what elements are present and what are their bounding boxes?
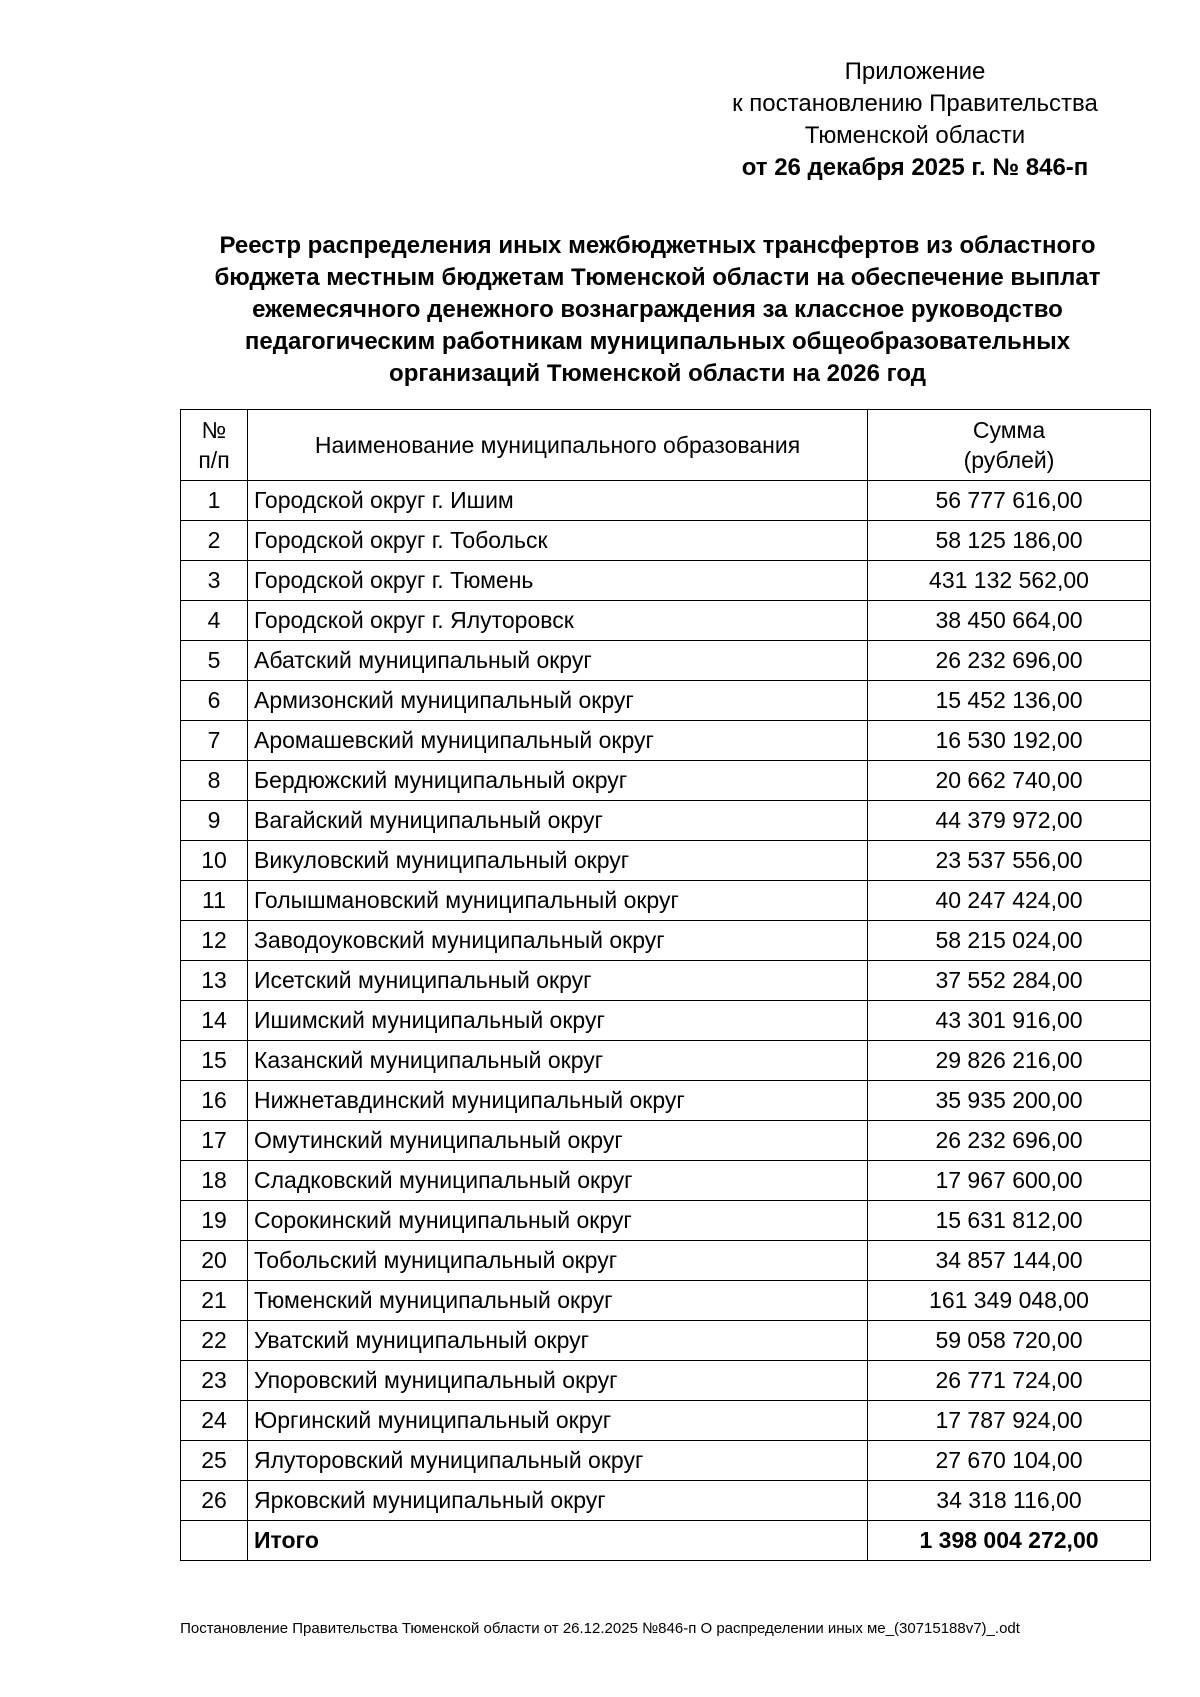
title-line-2: бюджета местным бюджетам Тюменской области на обеспечение выплат bbox=[214, 264, 1101, 291]
total-row bbox=[181, 1521, 1151, 1561]
table-row bbox=[181, 1081, 1151, 1121]
title-line-5: организаций Тюменской области на 2026 год bbox=[389, 360, 926, 387]
total-sum: 1 398 004 272,00 bbox=[868, 1521, 1151, 1561]
header-name: Наименование муниципального образования bbox=[248, 410, 868, 481]
row-name: Аромашевский муниципальный округ bbox=[248, 721, 868, 761]
appendix-block bbox=[710, 56, 1120, 184]
row-name: Омутинский муниципальный округ bbox=[248, 1121, 868, 1161]
row-name: Городской округ г. Тюмень bbox=[248, 561, 868, 601]
row-num: 10 bbox=[181, 841, 248, 881]
table-row bbox=[181, 1241, 1151, 1281]
row-num: 24 bbox=[181, 1401, 248, 1441]
table-row bbox=[181, 1401, 1151, 1441]
title-line-1: Реестр распределения иных межбюджетных трансфертов из областного bbox=[219, 232, 1096, 259]
row-num: 18 bbox=[181, 1161, 248, 1201]
row-num: 7 bbox=[181, 721, 248, 761]
row-sum: 43 301 916,00 bbox=[868, 1001, 1151, 1041]
row-name: Ярковский муниципальный округ bbox=[248, 1481, 868, 1521]
header-num bbox=[181, 410, 248, 481]
row-sum: 37 552 284,00 bbox=[868, 961, 1151, 1001]
row-num: 19 bbox=[181, 1201, 248, 1241]
header-sum bbox=[868, 410, 1151, 481]
row-sum: 431 132 562,00 bbox=[868, 561, 1151, 601]
table-row bbox=[181, 1161, 1151, 1201]
table-row bbox=[181, 641, 1151, 681]
row-num: 25 bbox=[181, 1441, 248, 1481]
row-sum: 58 125 186,00 bbox=[868, 521, 1151, 561]
row-name: Упоровский муниципальный округ bbox=[248, 1361, 868, 1401]
row-name: Городской округ г. Тобольск bbox=[248, 521, 868, 561]
row-sum: 29 826 216,00 bbox=[868, 1041, 1151, 1081]
row-sum: 44 379 972,00 bbox=[868, 801, 1151, 841]
row-num: 15 bbox=[181, 1041, 248, 1081]
table-row bbox=[181, 561, 1151, 601]
appendix-line-1: Приложение bbox=[844, 58, 986, 85]
header-num-line-1: № bbox=[201, 417, 227, 443]
row-name: Тобольский муниципальный округ bbox=[248, 1241, 868, 1281]
total-label: Итого bbox=[248, 1521, 868, 1561]
table-row bbox=[181, 1481, 1151, 1521]
row-name: Голышмановский муниципальный округ bbox=[248, 881, 868, 921]
row-sum: 26 232 696,00 bbox=[868, 1121, 1151, 1161]
table-row bbox=[181, 521, 1151, 561]
row-num: 23 bbox=[181, 1361, 248, 1401]
row-name: Ялуторовский муниципальный округ bbox=[248, 1441, 868, 1481]
document-title bbox=[170, 230, 1145, 390]
row-sum: 40 247 424,00 bbox=[868, 881, 1151, 921]
row-num: 26 bbox=[181, 1481, 248, 1521]
row-num: 12 bbox=[181, 921, 248, 961]
row-num: 5 bbox=[181, 641, 248, 681]
row-name: Вагайский муниципальный округ bbox=[248, 801, 868, 841]
row-num: 3 bbox=[181, 561, 248, 601]
row-num: 17 bbox=[181, 1121, 248, 1161]
appendix-date: от 26 декабря 2025 г. № 846-п bbox=[741, 154, 1089, 181]
table-row bbox=[181, 801, 1151, 841]
table-row bbox=[181, 601, 1151, 641]
registry-table bbox=[180, 409, 1151, 1561]
row-sum: 35 935 200,00 bbox=[868, 1081, 1151, 1121]
table-row bbox=[181, 881, 1151, 921]
row-sum: 15 452 136,00 bbox=[868, 681, 1151, 721]
row-name: Юргинский муниципальный округ bbox=[248, 1401, 868, 1441]
row-num: 2 bbox=[181, 521, 248, 561]
appendix-line-2: к постановлению Правительства bbox=[732, 90, 1098, 117]
table-row bbox=[181, 721, 1151, 761]
row-sum: 17 967 600,00 bbox=[868, 1161, 1151, 1201]
row-num: 11 bbox=[181, 881, 248, 921]
appendix-line-3: Тюменской области bbox=[804, 122, 1026, 149]
row-num: 16 bbox=[181, 1081, 248, 1121]
row-name: Армизонский муниципальный округ bbox=[248, 681, 868, 721]
header-sum-line-1: Сумма bbox=[972, 417, 1046, 443]
row-num: 8 bbox=[181, 761, 248, 801]
row-name: Тюменский муниципальный округ bbox=[248, 1281, 868, 1321]
row-sum: 161 349 048,00 bbox=[868, 1281, 1151, 1321]
row-sum: 20 662 740,00 bbox=[868, 761, 1151, 801]
row-sum: 56 777 616,00 bbox=[868, 481, 1151, 521]
document-footer: Постановление Правительства Тюменской области от 26.12.2025 №846-п О распределении иных ме_(30715188v7)_.odt bbox=[180, 1620, 1020, 1637]
table-row bbox=[181, 1001, 1151, 1041]
row-sum: 26 232 696,00 bbox=[868, 641, 1151, 681]
table-row bbox=[181, 481, 1151, 521]
row-sum: 58 215 024,00 bbox=[868, 921, 1151, 961]
table-row bbox=[181, 761, 1151, 801]
row-num: 21 bbox=[181, 1281, 248, 1321]
row-name: Бердюжский муниципальный округ bbox=[248, 761, 868, 801]
table-header-row bbox=[181, 410, 1151, 481]
row-num: 4 bbox=[181, 601, 248, 641]
row-name: Викуловский муниципальный округ bbox=[248, 841, 868, 881]
title-line-3: ежемесячного денежного вознаграждения за классное руководство bbox=[252, 296, 1063, 323]
row-name: Городской округ г. Ялуторовск bbox=[248, 601, 868, 641]
row-sum: 27 670 104,00 bbox=[868, 1441, 1151, 1481]
row-sum: 34 318 116,00 bbox=[868, 1481, 1151, 1521]
total-num bbox=[181, 1521, 248, 1561]
row-name: Уватский муниципальный округ bbox=[248, 1321, 868, 1361]
row-name: Исетский муниципальный округ bbox=[248, 961, 868, 1001]
table-row bbox=[181, 1121, 1151, 1161]
row-num: 6 bbox=[181, 681, 248, 721]
row-sum: 59 058 720,00 bbox=[868, 1321, 1151, 1361]
row-name: Казанский муниципальный округ bbox=[248, 1041, 868, 1081]
row-name: Нижнетавдинский муниципальный округ bbox=[248, 1081, 868, 1121]
row-name: Городской округ г. Ишим bbox=[248, 481, 868, 521]
table-row bbox=[181, 841, 1151, 881]
row-name: Сорокинский муниципальный округ bbox=[248, 1201, 868, 1241]
table-row bbox=[181, 961, 1151, 1001]
table-row bbox=[181, 1321, 1151, 1361]
table-row bbox=[181, 681, 1151, 721]
row-name: Абатский муниципальный округ bbox=[248, 641, 868, 681]
row-num: 20 bbox=[181, 1241, 248, 1281]
row-name: Сладковский муниципальный округ bbox=[248, 1161, 868, 1201]
row-sum: 16 530 192,00 bbox=[868, 721, 1151, 761]
table-row bbox=[181, 1041, 1151, 1081]
table-row bbox=[181, 1201, 1151, 1241]
row-num: 13 bbox=[181, 961, 248, 1001]
row-sum: 23 537 556,00 bbox=[868, 841, 1151, 881]
header-num-line-2: п/п bbox=[198, 447, 230, 473]
table-row bbox=[181, 1441, 1151, 1481]
table-row bbox=[181, 1361, 1151, 1401]
row-num: 22 bbox=[181, 1321, 248, 1361]
row-name: Заводоуковский муниципальный округ bbox=[248, 921, 868, 961]
row-sum: 38 450 664,00 bbox=[868, 601, 1151, 641]
table-row bbox=[181, 921, 1151, 961]
row-num: 14 bbox=[181, 1001, 248, 1041]
row-sum: 17 787 924,00 bbox=[868, 1401, 1151, 1441]
row-sum: 26 771 724,00 bbox=[868, 1361, 1151, 1401]
row-name: Ишимский муниципальный округ bbox=[248, 1001, 868, 1041]
row-num: 9 bbox=[181, 801, 248, 841]
header-sum-line-2: (рублей) bbox=[963, 447, 1055, 473]
row-sum: 15 631 812,00 bbox=[868, 1201, 1151, 1241]
table-row bbox=[181, 1281, 1151, 1321]
title-line-4: педагогическим работникам муниципальных общеобразовательных bbox=[244, 328, 1071, 355]
row-num: 1 bbox=[181, 481, 248, 521]
row-sum: 34 857 144,00 bbox=[868, 1241, 1151, 1281]
